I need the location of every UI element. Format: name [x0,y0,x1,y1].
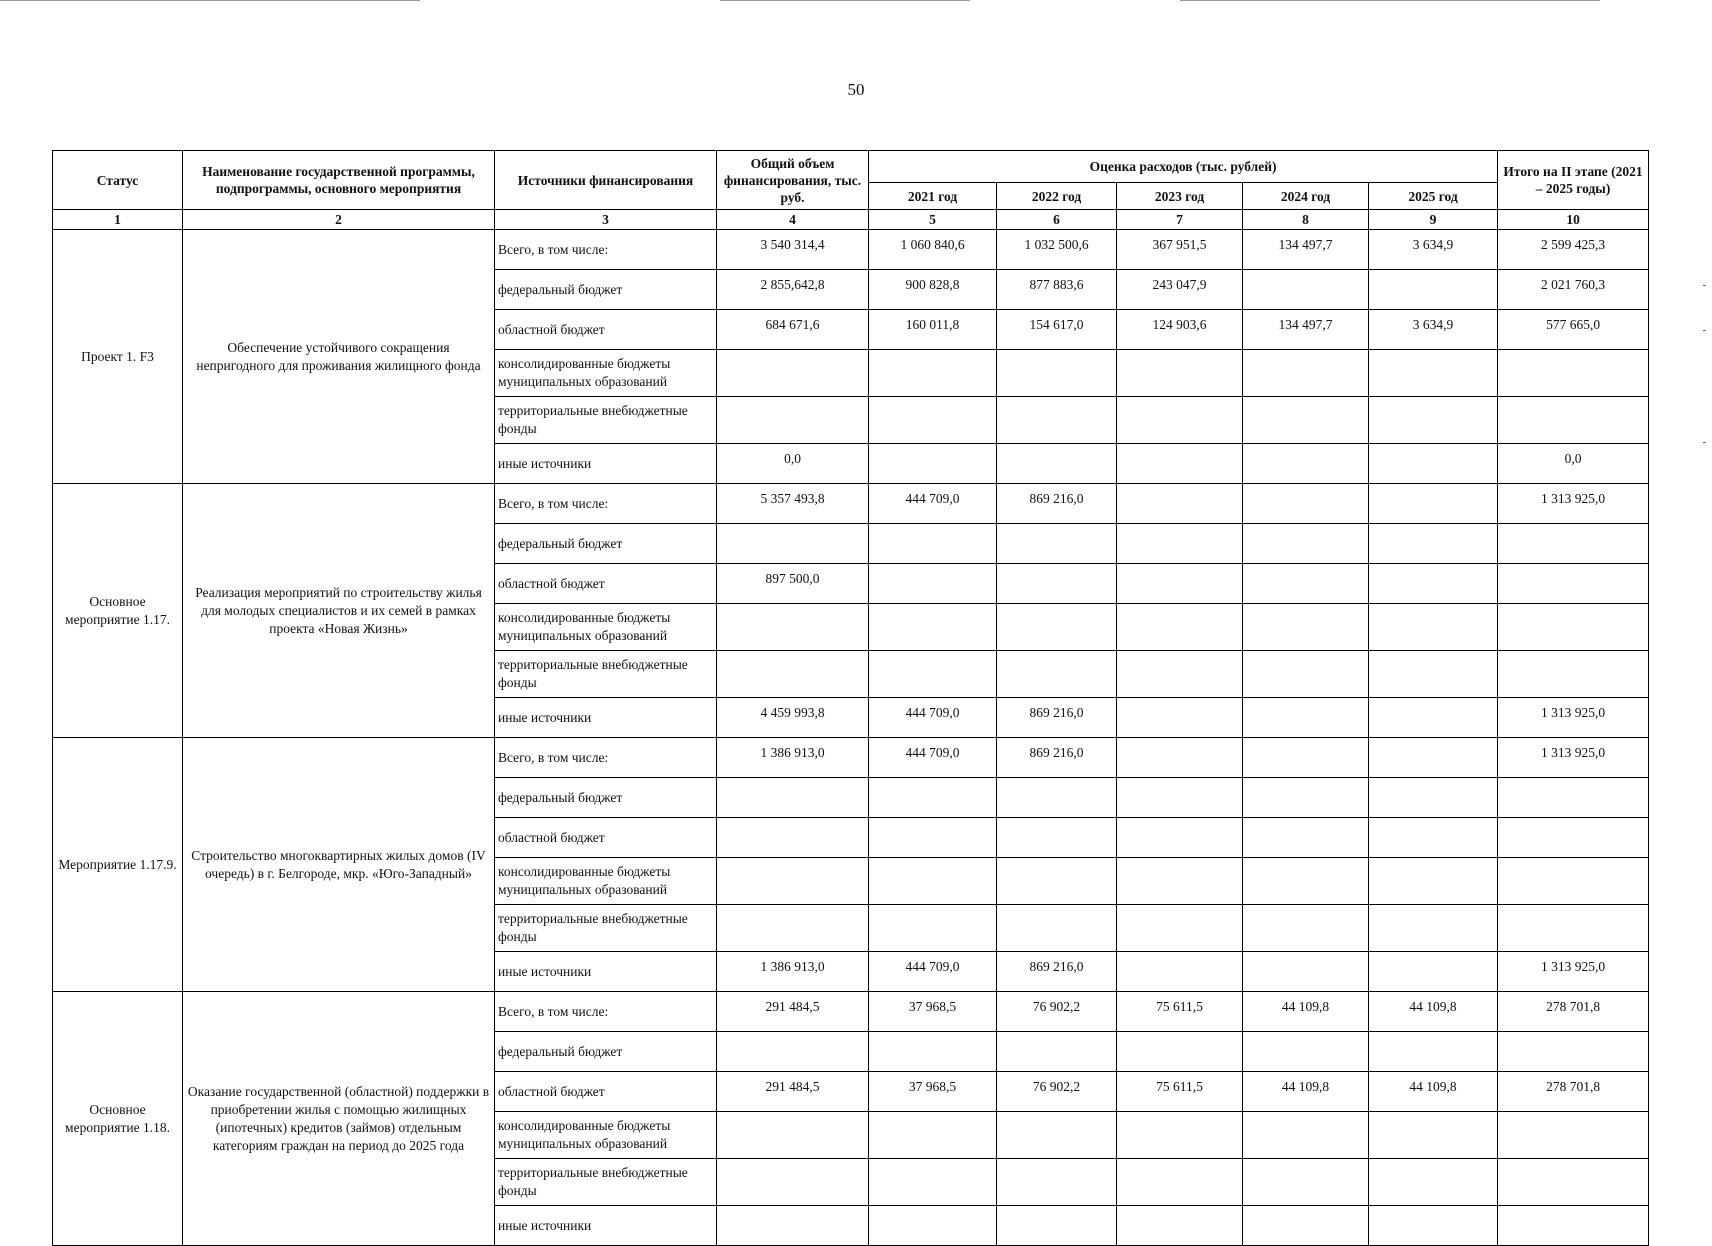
value-cell [1243,564,1369,604]
value-cell [1117,1159,1243,1206]
funding-source-cell: Всего, в том числе: [495,738,717,778]
value-cell [717,778,869,818]
funding-source-cell: Всего, в том числе: [495,484,717,524]
value-cell [997,350,1117,397]
value-cell: 0,0 [1498,444,1649,484]
value-cell: 1 313 925,0 [1498,698,1649,738]
value-cell [1369,778,1498,818]
value-cell [1243,778,1369,818]
value-cell [869,444,997,484]
value-cell [1243,444,1369,484]
value-cell: 1 060 840,6 [869,230,997,270]
value-cell [1117,350,1243,397]
value-cell [997,905,1117,952]
value-cell [1243,350,1369,397]
value-cell [997,1206,1117,1246]
value-cell [1369,858,1498,905]
value-cell [717,651,869,698]
value-cell: 76 902,2 [997,1072,1117,1112]
value-cell [869,1206,997,1246]
value-cell: 869 216,0 [997,952,1117,992]
value-cell [1498,1112,1649,1159]
value-cell [1243,738,1369,778]
value-cell [1243,698,1369,738]
value-cell [1498,1032,1649,1072]
funding-source-cell: областной бюджет [495,564,717,604]
value-cell [1117,818,1243,858]
value-cell [997,524,1117,564]
header-stage-total: Итого на II этапе (2021 – 2025 годы) [1498,151,1649,210]
value-cell [1243,604,1369,651]
value-cell [1243,270,1369,310]
funding-source-cell: федеральный бюджет [495,524,717,564]
table-row [53,738,1649,778]
table-row [53,992,1649,1032]
value-cell [997,604,1117,651]
value-cell [869,905,997,952]
value-cell [1117,1032,1243,1072]
value-cell: 76 902,2 [997,992,1117,1032]
value-cell: 160 011,8 [869,310,997,350]
value-cell [717,858,869,905]
value-cell [1369,1206,1498,1246]
value-cell: 1 313 925,0 [1498,484,1649,524]
value-cell: 1 313 925,0 [1498,952,1649,992]
value-cell: 869 216,0 [997,698,1117,738]
value-cell: 44 109,8 [1369,1072,1498,1112]
value-cell: 684 671,6 [717,310,869,350]
value-cell [1369,350,1498,397]
value-cell [1243,905,1369,952]
value-cell [1117,651,1243,698]
value-cell [1369,1159,1498,1206]
value-cell [717,350,869,397]
value-cell: 44 109,8 [1243,1072,1369,1112]
value-cell [869,604,997,651]
value-cell [869,1112,997,1159]
value-cell [1369,1032,1498,1072]
value-cell: 4 459 993,8 [717,698,869,738]
value-cell: 75 611,5 [1117,992,1243,1032]
funding-source-cell: консолидированные бюджеты муниципальных образований [495,604,717,651]
value-cell [869,1032,997,1072]
funding-source-cell: иные источники [495,1206,717,1246]
value-cell [1498,1159,1649,1206]
value-cell: 444 709,0 [869,698,997,738]
value-cell [1498,397,1649,444]
value-cell [1117,524,1243,564]
header-sources: Источники финансирования [495,151,717,210]
value-cell [997,444,1117,484]
value-cell [997,778,1117,818]
value-cell: 444 709,0 [869,738,997,778]
header-year: 2024 год [1243,183,1369,210]
value-cell [717,905,869,952]
column-number: 5 [869,210,997,230]
funding-source-cell: Всего, в том числе: [495,992,717,1032]
value-cell [717,397,869,444]
funding-source-cell: федеральный бюджет [495,778,717,818]
value-cell: 869 216,0 [997,738,1117,778]
value-cell [1369,397,1498,444]
value-cell [1369,444,1498,484]
value-cell [1498,905,1649,952]
value-cell [717,1206,869,1246]
value-cell [1243,818,1369,858]
value-cell [869,651,997,698]
value-cell [1369,738,1498,778]
value-cell [1117,397,1243,444]
value-cell [1243,484,1369,524]
value-cell [1369,484,1498,524]
value-cell [1369,905,1498,952]
value-cell [1243,1032,1369,1072]
value-cell [997,397,1117,444]
column-number: 1 [53,210,183,230]
value-cell [869,818,997,858]
funding-source-cell: областной бюджет [495,1072,717,1112]
value-cell [869,524,997,564]
status-cell: Основное мероприятие 1.17. [53,484,183,738]
value-cell [1117,1206,1243,1246]
value-cell [1117,952,1243,992]
page-number: 50 [847,80,865,99]
program-name-cell: Оказание государственной (областной) поддержки в приобретении жилья с помощью жилищных (ипотечных) кредитов (займов) отдельным категориям граждан на период до 2025 года [183,992,495,1246]
value-cell: 1 386 913,0 [717,952,869,992]
value-cell [1498,564,1649,604]
value-cell: 134 497,7 [1243,230,1369,270]
value-cell: 278 701,8 [1498,992,1649,1032]
value-cell [1369,818,1498,858]
status-cell: Основное мероприятие 1.18. [53,992,183,1246]
funding-source-cell: консолидированные бюджеты муниципальных образований [495,858,717,905]
value-cell [1369,524,1498,564]
value-cell [997,564,1117,604]
value-cell: 5 357 493,8 [717,484,869,524]
program-name-cell: Обеспечение устойчивого сокращения непригодного для проживания жилищного фонда [183,230,495,484]
header-name: Наименование государственной программы, подпрограммы, основного мероприятия [183,151,495,210]
status-cell: Мероприятие 1.17.9. [53,738,183,992]
column-number: 8 [1243,210,1369,230]
value-cell [997,1112,1117,1159]
column-number: 3 [495,210,717,230]
value-cell: 291 484,5 [717,1072,869,1112]
value-cell: 134 497,7 [1243,310,1369,350]
value-cell: 877 883,6 [997,270,1117,310]
value-cell [1498,524,1649,564]
column-number: 6 [997,210,1117,230]
value-cell [1369,604,1498,651]
value-cell [1369,698,1498,738]
value-cell [1243,397,1369,444]
value-cell: 44 109,8 [1369,992,1498,1032]
value-cell [1243,858,1369,905]
value-cell: 243 047,9 [1117,270,1243,310]
value-cell: 2 021 760,3 [1498,270,1649,310]
funding-source-cell: консолидированные бюджеты муниципальных образований [495,1112,717,1159]
value-cell [997,1159,1117,1206]
header-year: 2025 год [1369,183,1498,210]
funding-source-cell: территориальные внебюджетные фонды [495,1159,717,1206]
funding-source-cell: иные источники [495,952,717,992]
value-cell [1498,1206,1649,1246]
value-cell: 2 599 425,3 [1498,230,1649,270]
value-cell [1498,651,1649,698]
value-cell [1243,1112,1369,1159]
funding-source-cell: иные источники [495,444,717,484]
value-cell: 37 968,5 [869,1072,997,1112]
value-cell [1243,952,1369,992]
funding-source-cell: Всего, в том числе: [495,230,717,270]
value-cell [1243,524,1369,564]
header-estimate: Оценка расходов (тыс. рублей) [869,151,1498,183]
funding-source-cell: областной бюджет [495,818,717,858]
value-cell [869,778,997,818]
value-cell: 3 634,9 [1369,310,1498,350]
value-cell: 291 484,5 [717,992,869,1032]
value-cell [1117,604,1243,651]
value-cell: 3 540 314,4 [717,230,869,270]
value-cell: 37 968,5 [869,992,997,1032]
table-row [53,484,1649,524]
value-cell: 3 634,9 [1369,230,1498,270]
value-cell: 154 617,0 [997,310,1117,350]
table-row [53,230,1649,270]
value-cell [1369,651,1498,698]
value-cell [1498,818,1649,858]
value-cell [869,1159,997,1206]
value-cell: 577 665,0 [1498,310,1649,350]
funding-source-cell: консолидированные бюджеты муниципальных образований [495,350,717,397]
funding-source-cell: территориальные внебюджетные фонды [495,905,717,952]
header-year: 2023 год [1117,183,1243,210]
value-cell: 44 109,8 [1243,992,1369,1032]
value-cell: 1 313 925,0 [1498,738,1649,778]
value-cell: 2 855,642,8 [717,270,869,310]
column-number: 7 [1117,210,1243,230]
value-cell [1117,564,1243,604]
program-name-cell: Строительство многоквартирных жилых домов (IV очередь) в г. Белгороде, мкр. «Юго-Западный» [183,738,495,992]
value-cell [1117,1112,1243,1159]
value-cell: 1 032 500,6 [997,230,1117,270]
value-cell: 869 216,0 [997,484,1117,524]
value-cell [869,564,997,604]
status-cell: Проект 1. F3 [53,230,183,484]
column-number: 4 [717,210,869,230]
header-total: Общий объем финансирования, тыс. руб. [717,151,869,210]
funding-source-cell: федеральный бюджет [495,270,717,310]
value-cell [1117,778,1243,818]
column-number: 2 [183,210,495,230]
value-cell [997,818,1117,858]
value-cell [1243,1159,1369,1206]
value-cell: 444 709,0 [869,952,997,992]
value-cell [1369,270,1498,310]
value-cell [1498,604,1649,651]
funding-source-cell: территориальные внебюджетные фонды [495,651,717,698]
value-cell [1117,905,1243,952]
program-name-cell: Реализация мероприятий по строительству жилья для молодых специалистов и их семей в рамках проекта «Новая Жизнь» [183,484,495,738]
value-cell [997,858,1117,905]
value-cell [1369,1112,1498,1159]
column-number: 10 [1498,210,1649,230]
value-cell [1498,858,1649,905]
value-cell [1117,858,1243,905]
funding-source-cell: областной бюджет [495,310,717,350]
value-cell [1117,444,1243,484]
value-cell [869,397,997,444]
value-cell [1498,350,1649,397]
funding-source-cell: федеральный бюджет [495,1032,717,1072]
column-number: 9 [1369,210,1498,230]
funding-source-cell: иные источники [495,698,717,738]
value-cell [869,350,997,397]
value-cell: 897 500,0 [717,564,869,604]
value-cell [717,1112,869,1159]
value-cell: 0,0 [717,444,869,484]
value-cell: 444 709,0 [869,484,997,524]
value-cell: 278 701,8 [1498,1072,1649,1112]
value-cell [1498,778,1649,818]
value-cell: 900 828,8 [869,270,997,310]
value-cell [717,1159,869,1206]
value-cell [1369,564,1498,604]
value-cell [997,651,1117,698]
financing-table [52,150,1649,1246]
header-status: Статус [53,151,183,210]
header-year: 2021 год [869,183,997,210]
value-cell [869,858,997,905]
value-cell [717,1032,869,1072]
header-year: 2022 год [997,183,1117,210]
funding-source-cell: территориальные внебюджетные фонды [495,397,717,444]
value-cell: 1 386 913,0 [717,738,869,778]
value-cell [717,604,869,651]
value-cell [717,524,869,564]
value-cell [997,1032,1117,1072]
value-cell: 367 951,5 [1117,230,1243,270]
value-cell [717,818,869,858]
value-cell [1243,651,1369,698]
value-cell [1117,738,1243,778]
value-cell [1369,952,1498,992]
value-cell: 124 903,6 [1117,310,1243,350]
value-cell: 75 611,5 [1117,1072,1243,1112]
value-cell [1243,1206,1369,1246]
value-cell [1117,484,1243,524]
value-cell [1117,698,1243,738]
